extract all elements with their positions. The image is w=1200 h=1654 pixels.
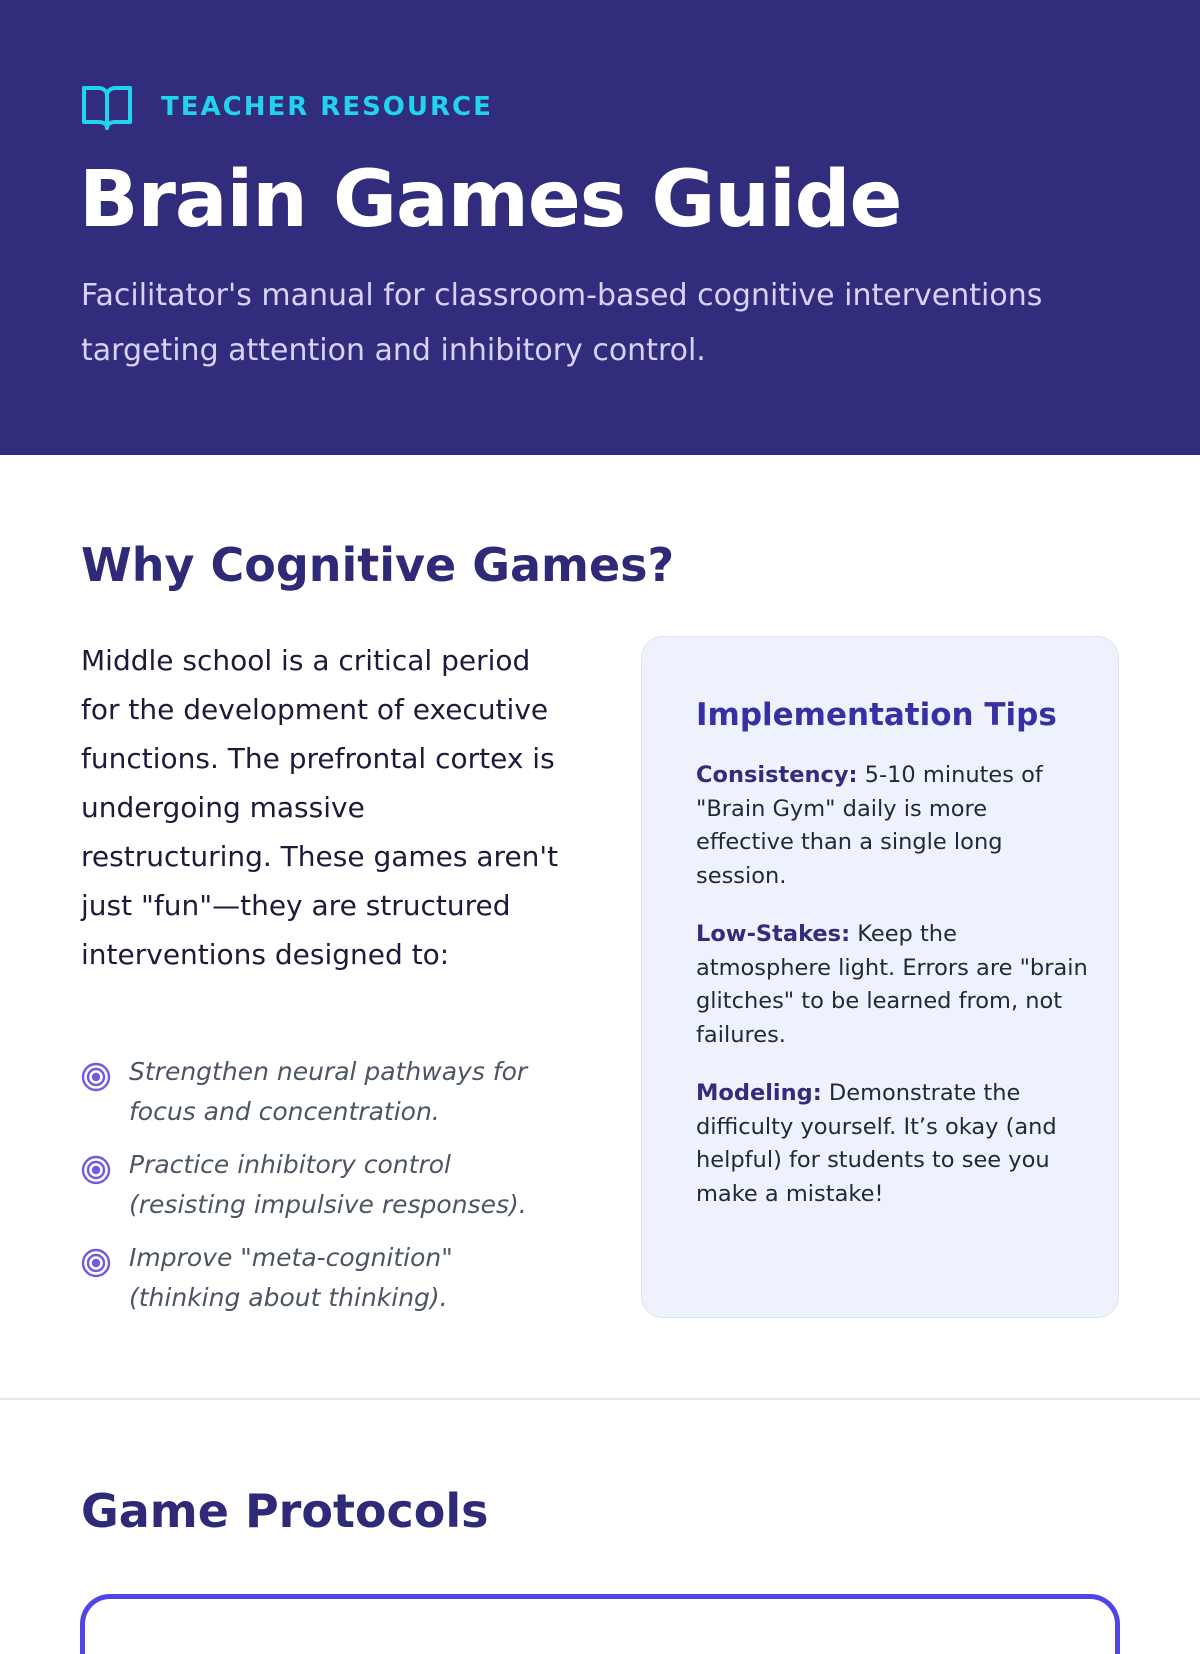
implementation-tips-card xyxy=(641,636,1119,1318)
tip-text: Demonstrate the difficulty yourself. It’s okay (and helpful) for students to see you make a mistake! xyxy=(696,1080,1057,1207)
tip-item xyxy=(696,759,1088,893)
section-heading-protocols: Game Protocols xyxy=(81,1484,489,1538)
list-item xyxy=(81,1052,561,1132)
section-heading-why: Why Cognitive Games? xyxy=(81,538,675,592)
list-item xyxy=(81,1238,561,1318)
intro-paragraph: Middle school is a critical period for the development of executive functions. The prefrontal cortex is undergoing massive restructuring. These games aren't just "fun"—they are structured interventions designed to: xyxy=(81,644,559,971)
list-item-text: Strengthen neural pathways for focus and concentration. xyxy=(129,1057,528,1126)
book-open-icon xyxy=(81,82,133,132)
tip-item xyxy=(696,918,1088,1052)
target-icon xyxy=(81,1062,111,1092)
hero-banner xyxy=(0,0,1200,455)
eyebrow xyxy=(81,82,493,132)
list-item-text: Improve "meta-cognition" (thinking about thinking). xyxy=(129,1243,453,1312)
tip-item xyxy=(696,1077,1088,1211)
list-item xyxy=(81,1145,561,1225)
benefits-list xyxy=(81,1052,561,1331)
eyebrow-label: TEACHER RESOURCE xyxy=(161,92,493,122)
tip-label: Modeling: xyxy=(696,1080,822,1106)
tip-text: 5-10 minutes of "Brain Gym" daily is more effective than a single long session. xyxy=(696,762,1043,889)
tip-text: Keep the atmosphere light. Errors are "brain glitches" to be learned from, not failures. xyxy=(696,921,1088,1048)
tips-heading: Implementation Tips xyxy=(696,697,1057,733)
tip-label: Consistency: xyxy=(696,762,858,788)
tip-label: Low-Stakes: xyxy=(696,921,851,947)
target-icon xyxy=(81,1155,111,1185)
page-subtitle: Facilitator's manual for classroom-based cognitive interventions targeting attention and inhibitory control. xyxy=(81,278,1043,368)
section-divider xyxy=(0,1398,1200,1400)
list-item-text: Practice inhibitory control (resisting impulsive responses). xyxy=(129,1150,527,1219)
protocol-card xyxy=(80,1594,1120,1654)
target-icon xyxy=(81,1248,111,1278)
page-title: Brain Games Guide xyxy=(79,155,902,245)
